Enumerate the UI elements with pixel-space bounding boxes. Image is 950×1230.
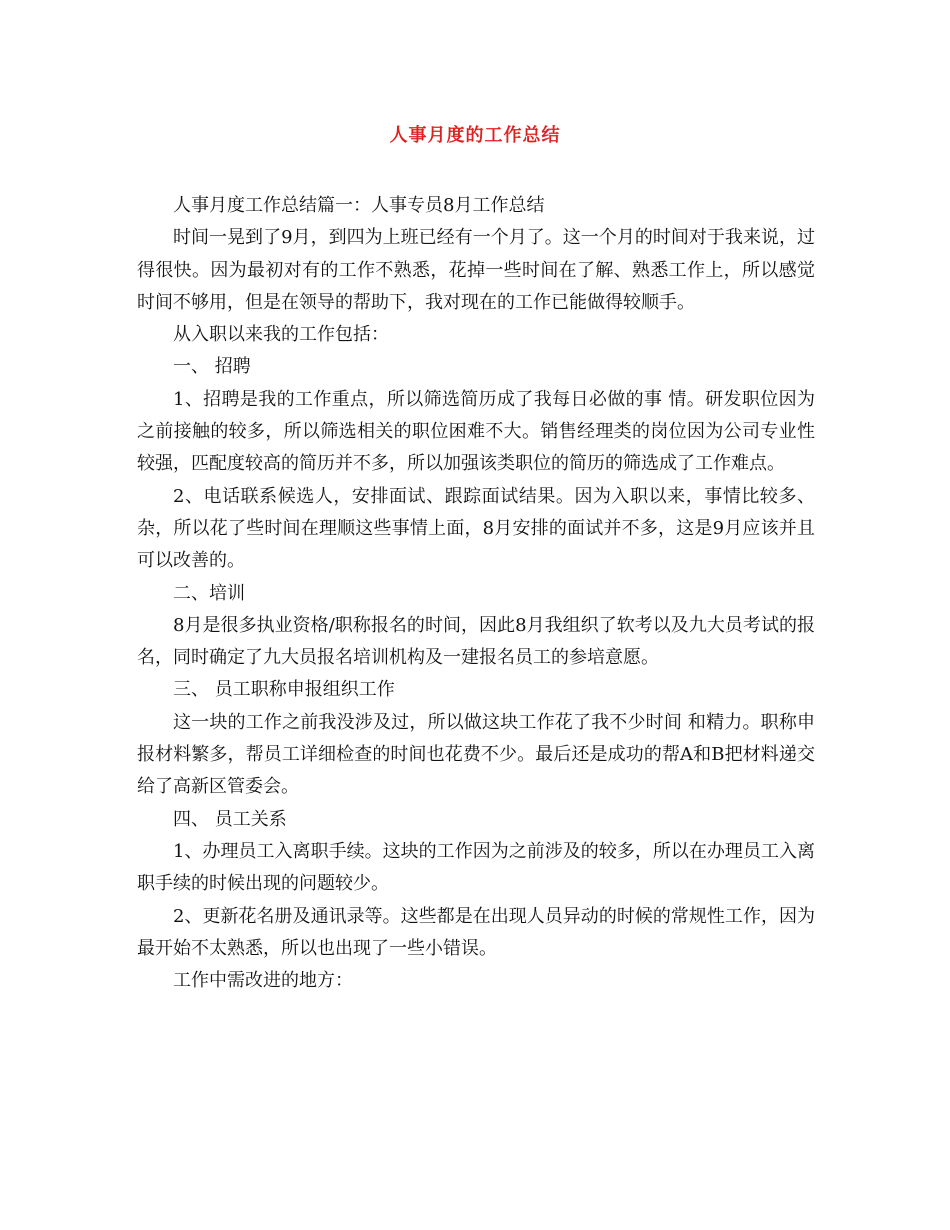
paragraph: 时间一晃到了9月，到四为上班已经有一个月了。这一个月的时间对于我来说，过得很快。因为最初对有的工作不熟悉，花掉一些时间在了解、熟悉工作上，所以感觉时间不够用，但是在领导的帮助下，我对现在的工作已能做得较顺手。 xyxy=(137,227,815,313)
paragraph: 8月是很多执业资格/职称报名的时间，因此8月我组织了软考以及九大员考试的报名，同时确定了九大员报名培训机构及一建报名员工的参培意愿。 xyxy=(137,614,815,669)
paragraph: 工作中需改进的地方： xyxy=(173,970,353,992)
section-heading: 三、 员工职称申报组织工作 xyxy=(173,679,395,701)
document-title: 人事月度的工作总结 xyxy=(389,125,561,146)
paragraph: 人事月度工作总结篇一：人事专员8月工作总结 xyxy=(173,195,545,216)
paragraph: 2、更新花名册及通讯录等。这些都是在出现人员异动的时候的常规性工作，因为最开始不太熟悉，所以也出现了一些小错误。 xyxy=(137,905,815,959)
paragraph: 2、电话联系候选人，安排面试、跟踪面试结果。因为入职以来，事情比较多、杂，所以花了些时间在理顺这些事情上面，8月安排的面试并不多，这是9月应该并且可以改善的。 xyxy=(137,485,815,572)
paragraph: 从入职以来我的工作包括： xyxy=(173,324,389,346)
document-body xyxy=(137,190,815,997)
section-heading: 二、培训 xyxy=(173,582,245,604)
section-heading: 四、 员工关系 xyxy=(173,808,287,830)
paragraph: 这一块的工作之前我没涉及过，所以做这块工作花了我不少时间 和精力。职称申报材料繁多，帮员工详细检查的时间也花费不少。最后还是成功的帮A和B把材料递交给了高新区管委会。 xyxy=(137,711,815,798)
section-heading: 一、 招聘 xyxy=(173,356,251,378)
paragraph: 1、招聘是我的工作重点，所以筛选简历成了我每日必做的事 情。研发职位因为之前接触的较多，所以筛选相关的职位困难不大。销售经理类的岗位因为公司专业性较强，匹配度较高的简历并不多，所以加强该类职位的简历的筛选成了工作难点。 xyxy=(137,388,815,475)
paragraph: 1、办理员工入离职手续。这块的工作因为之前涉及的较多，所以在办理员工入离职手续的时候出现的问题较少。 xyxy=(137,840,815,895)
